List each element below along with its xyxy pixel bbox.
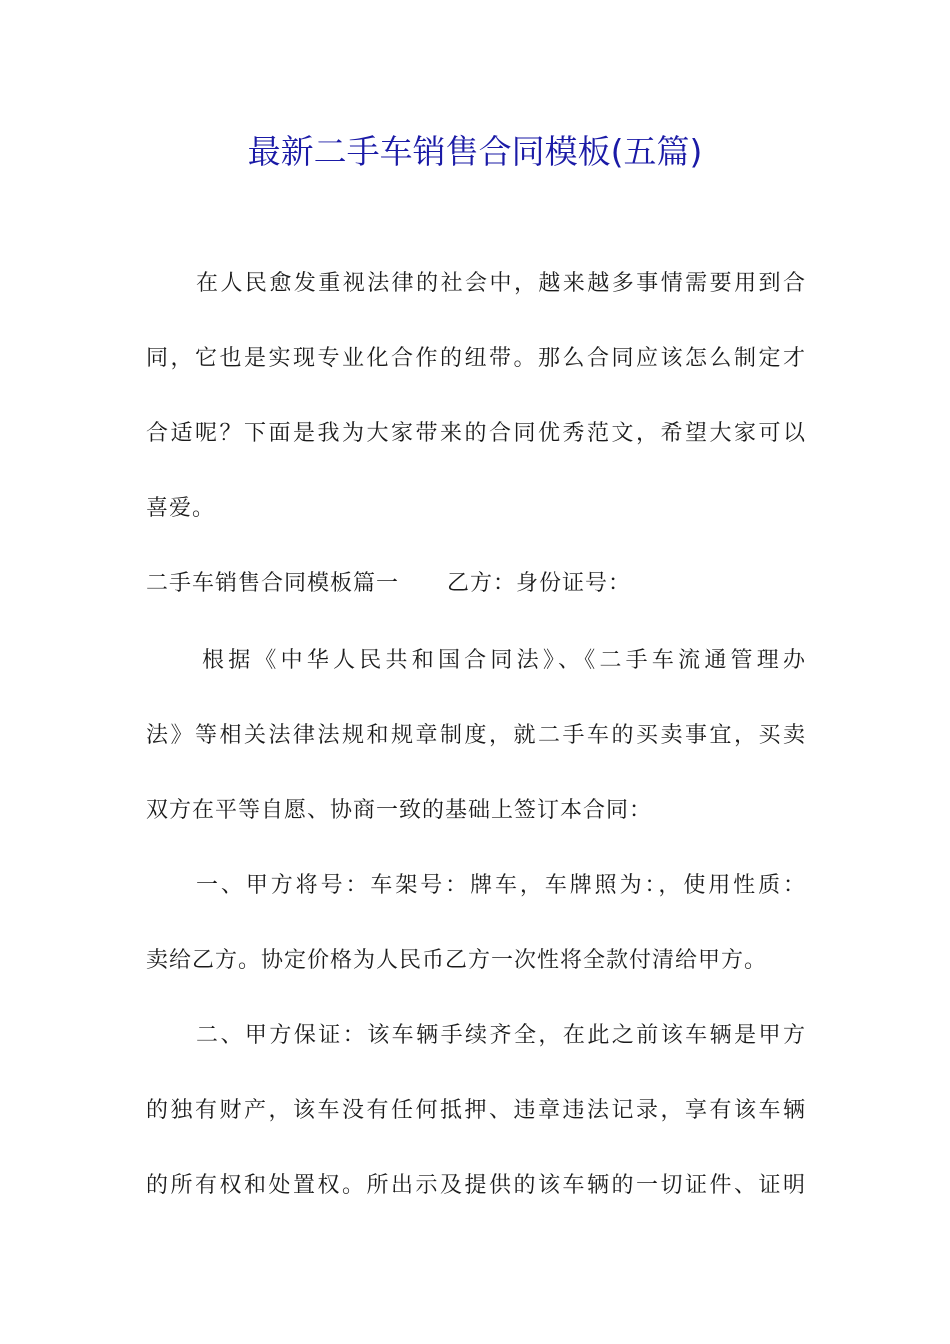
para2-line-2: 卖给乙方。协定价格为人民币乙方一次性将全款付清给甲方。	[146, 948, 768, 973]
para2-line-1: 一、甲方将号：车架号：牌车，车牌照为：，使用性质：	[196, 873, 806, 898]
intro-line-3: 合适呢？下面是我为大家带来的合同优秀范文，希望大家可以	[146, 421, 806, 446]
intro-line-4: 喜爱。	[146, 496, 216, 521]
para1-line-3: 双方在平等自愿、协商一致的基础上签订本合同：	[146, 798, 653, 823]
para1-line-2: 法》等相关法律法规和规章制度，就二手车的买卖事宜，买卖	[146, 723, 806, 748]
section-heading	[146, 566, 806, 602]
document-title: 最新二手车销售合同模板(五篇)	[247, 132, 703, 171]
section-heading-tail: 乙方：身份证号：	[447, 571, 632, 596]
intro-line-2: 同，它也是实现专业化合作的纽带。那么合同应该怎么制定才	[146, 346, 806, 371]
section-heading-title: 二手车销售合同模板篇一	[146, 571, 400, 596]
para3-line-2: 的独有财产，该车没有任何抵押、违章违法记录，享有该车辆	[146, 1098, 806, 1123]
para3-line-3: 的所有权和处置权。所出示及提供的该车辆的一切证件、证明	[146, 1173, 806, 1198]
para3-line-1: 二、甲方保证：该车辆手续齐全，在此之前该车辆是甲方	[196, 1023, 806, 1048]
intro-line-1: 在人民愈发重视法律的社会中，越来越多事情需要用到合	[196, 271, 806, 296]
para1-line-1: 根据《中华人民共和国合同法》、《二手车流通管理办	[202, 648, 806, 673]
